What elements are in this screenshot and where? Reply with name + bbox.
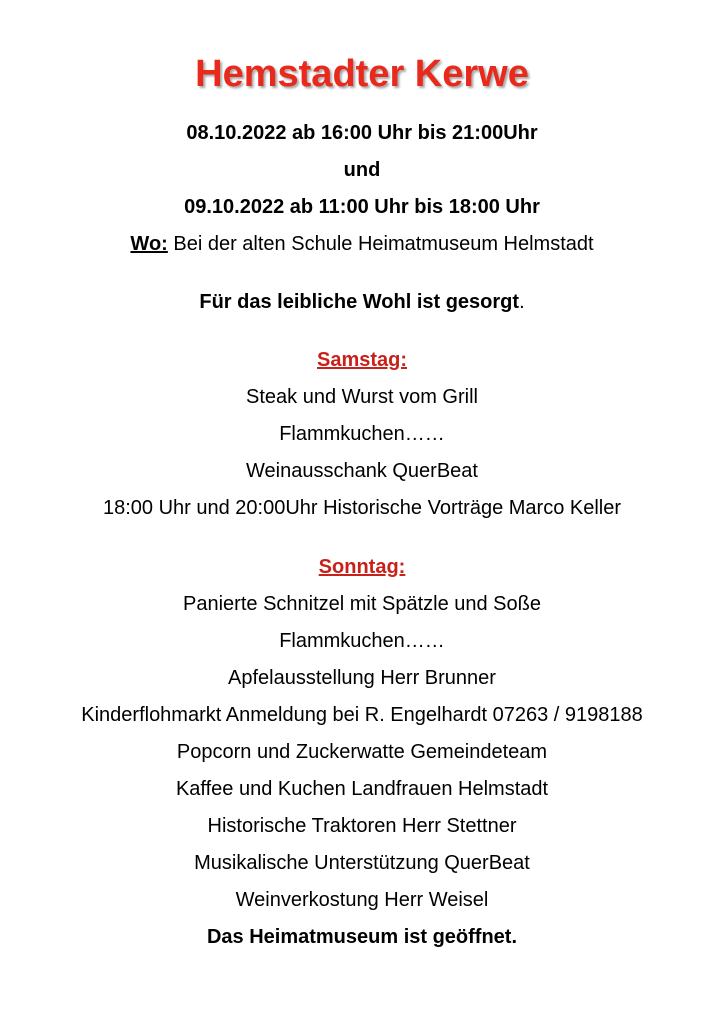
- date-line-sunday: 09.10.2022 ab 11:00 Uhr bis 18:00 Uhr: [184, 196, 540, 218]
- sunday-item: Flammkuchen……: [279, 630, 445, 652]
- sunday-item: Weinverkostung Herr Weisel: [235, 889, 489, 911]
- museum-open-note: Das Heimatmuseum ist geöffnet.: [206, 926, 518, 948]
- sunday-item: Historische Traktoren Herr Stettner: [207, 815, 517, 837]
- sunday-item: Panierte Schnitzel mit Spätzle und Soße: [183, 593, 541, 615]
- sunday-item: Popcorn und Zuckerwatte Gemeindeteam: [176, 741, 548, 763]
- page-title: Hemstadter Kerwe: [195, 53, 529, 95]
- date-line-saturday: 08.10.2022 ab 16:00 Uhr bis 21:00Uhr: [186, 122, 538, 144]
- saturday-item: Flammkuchen……: [279, 423, 445, 445]
- saturday-item: 18:00 Uhr und 20:00Uhr Historische Vorträge Marco Keller: [102, 497, 622, 519]
- location-label: Wo:: [130, 233, 168, 255]
- sunday-item: Kaffee und Kuchen Landfrauen Helmstadt: [175, 778, 549, 800]
- saturday-heading: Samstag:: [316, 349, 408, 371]
- sunday-item: Kinderflohmarkt Anmeldung bei R. Engelhardt 07263 / 9198188: [81, 704, 643, 726]
- saturday-item: Steak und Wurst vom Grill: [246, 386, 478, 408]
- sunday-item: Apfelausstellung Herr Brunner: [228, 667, 496, 689]
- date-connector: und: [343, 159, 381, 181]
- location-text: Bei der alten Schule Heimatmuseum Helmstadt: [167, 233, 594, 255]
- catering-text: Für das leibliche Wohl ist gesorgt: [199, 291, 520, 313]
- saturday-item: Weinausschank QuerBeat: [246, 460, 478, 482]
- sunday-heading: Sonntag:: [318, 556, 406, 578]
- sunday-item: Musikalische Unterstützung QuerBeat: [194, 852, 530, 874]
- location-line: [0, 232, 724, 256]
- catering-period: .: [519, 291, 525, 313]
- catering-line: [0, 290, 724, 314]
